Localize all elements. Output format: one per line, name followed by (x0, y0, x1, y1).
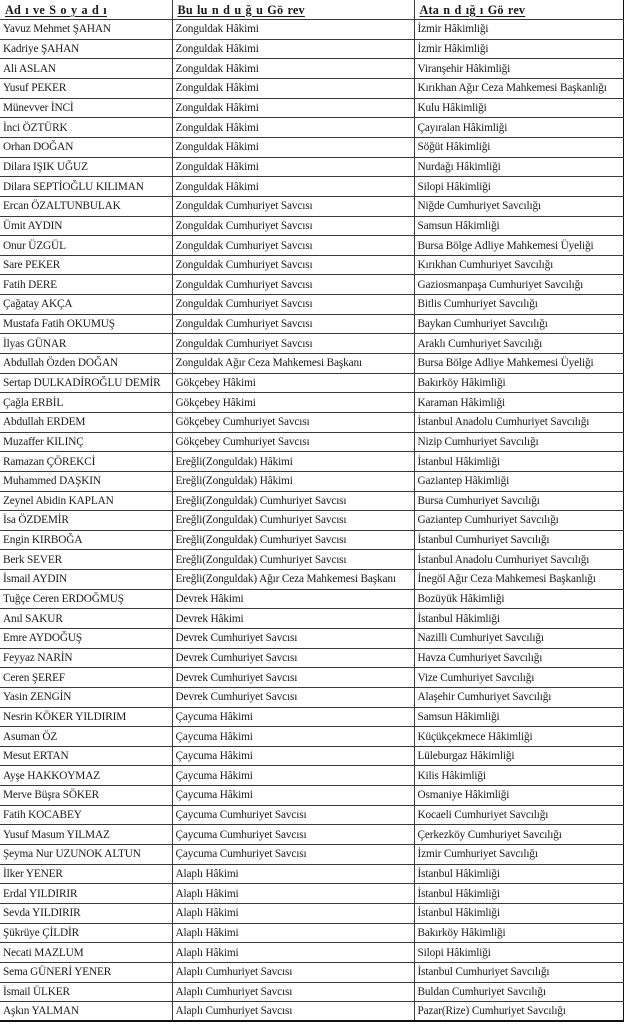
table-row (0, 236, 623, 256)
cell-name: Onur ÜZGÜL (0, 236, 172, 256)
cell-name: Berk SEVER (0, 550, 172, 570)
cell-assigned-position: Silopi Hâkimliği (414, 943, 623, 963)
cell-assigned-position: Havza Cumhuriyet Savcılığı (414, 648, 623, 668)
table-row (0, 412, 623, 432)
table-row (0, 668, 623, 688)
column-header-name: Ad ı ve S o y a d ı (0, 0, 172, 20)
cell-name: Zeynel Abidin KAPLAN (0, 491, 172, 511)
cell-name: Şeyma Nur UZUNOK ALTUN (0, 845, 172, 865)
cell-current-position: Çaycuma Cumhuriyet Savcısı (172, 845, 414, 865)
cell-name: Orhan DOĞAN (0, 137, 172, 157)
cell-current-position: Gökçebey Hâkimi (172, 373, 414, 393)
table-row (0, 98, 623, 118)
table-header-row (0, 0, 623, 20)
cell-assigned-position: İzmir Hâkimliği (414, 20, 623, 40)
table-row (0, 59, 623, 79)
table-row (0, 373, 623, 393)
cell-assigned-position: Gaziantep Hâkimliği (414, 471, 623, 491)
cell-assigned-position: Bakırköy Hâkimliği (414, 373, 623, 393)
cell-assigned-position: Samsun Hâkimliği (414, 216, 623, 236)
cell-assigned-position: İzmir Hâkimliği (414, 39, 623, 59)
cell-name: Ali ASLAN (0, 59, 172, 79)
cell-current-position: Zonguldak Cumhuriyet Savcısı (172, 255, 414, 275)
cell-current-position: Zonguldak Hâkimi (172, 177, 414, 197)
table-row (0, 432, 623, 452)
cell-name: Sevda YILDIRIR (0, 903, 172, 923)
cell-assigned-position: İstanbul Anadolu Cumhuriyet Savcılığı (414, 412, 623, 432)
cell-assigned-position: Bursa Cumhuriyet Savcılığı (414, 491, 623, 511)
table-row (0, 491, 623, 511)
cell-assigned-position: İstanbul Hâkimliği (414, 609, 623, 629)
cell-assigned-position: İstanbul Hâkimliği (414, 452, 623, 472)
cell-assigned-position: Bitlis Cumhuriyet Savcılığı (414, 295, 623, 315)
cell-assigned-position: Bakırköy Hâkimliği (414, 923, 623, 943)
cell-assigned-position: Kulu Hâkimliği (414, 98, 623, 118)
column-header-current-position: Bu lu n d u ğ u Gö rev (172, 0, 414, 20)
cell-name: Mustafa Fatih OKUMUŞ (0, 314, 172, 334)
cell-name: Mesut ERTAN (0, 746, 172, 766)
cell-current-position: Zonguldak Cumhuriyet Savcısı (172, 216, 414, 236)
cell-assigned-position: Çerkezköy Cumhuriyet Savcılığı (414, 825, 623, 845)
table-row (0, 196, 623, 216)
table-row (0, 570, 623, 590)
cell-assigned-position: Çayıralan Hâkimliği (414, 118, 623, 138)
table-row (0, 79, 623, 99)
cell-assigned-position: İstanbul Anadolu Cumhuriyet Savcılığı (414, 550, 623, 570)
table-row (0, 746, 623, 766)
cell-current-position: Zonguldak Cumhuriyet Savcısı (172, 295, 414, 315)
table-row (0, 982, 623, 1002)
table-row (0, 943, 623, 963)
cell-name: Nesrin KÖKER YILDIRIM (0, 707, 172, 727)
table-row (0, 118, 623, 138)
cell-name: Yavuz Mehmet ŞAHAN (0, 20, 172, 40)
cell-current-position: Zonguldak Hâkimi (172, 20, 414, 40)
cell-assigned-position: İstanbul Hâkimliği (414, 864, 623, 884)
cell-current-position: Ereğli(Zonguldak) Cumhuriyet Savcısı (172, 491, 414, 511)
cell-assigned-position: Bursa Bölge Adliye Mahkemesi Üyeliği (414, 236, 623, 256)
cell-assigned-position: Küçükçekmece Hâkimliği (414, 727, 623, 747)
cell-name: Fatih KOCABEY (0, 805, 172, 825)
cell-name: Çağatay AKÇA (0, 295, 172, 315)
table-row (0, 295, 623, 315)
cell-name: Muzaffer KILINÇ (0, 432, 172, 452)
table-body (0, 20, 623, 1022)
cell-current-position: Zonguldak Cumhuriyet Savcısı (172, 314, 414, 334)
cell-assigned-position: İnegöl Ağır Ceza Mahkemesi Başkanlığı (414, 570, 623, 590)
table-row (0, 157, 623, 177)
cell-name: Kadriye ŞAHAN (0, 39, 172, 59)
table-row (0, 530, 623, 550)
cell-name: Merve Büşra SÖKER (0, 786, 172, 806)
cell-current-position: Ereğli(Zonguldak) Cumhuriyet Savcısı (172, 530, 414, 550)
table-row (0, 314, 623, 334)
cell-name: Dilara SEPTİOĞLU KILIMAN (0, 177, 172, 197)
cell-assigned-position: Samsun Hâkimliği (414, 707, 623, 727)
cell-assigned-position: Bozüyük Hâkimliği (414, 589, 623, 609)
cell-current-position: Ereğli(Zonguldak) Cumhuriyet Savcısı (172, 550, 414, 570)
table-row (0, 648, 623, 668)
cell-current-position: Zonguldak Hâkimi (172, 157, 414, 177)
cell-name: Çağla ERBİL (0, 393, 172, 413)
table-row (0, 177, 623, 197)
cell-current-position: Çaycuma Hâkimi (172, 786, 414, 806)
cell-assigned-position: Silopi Hâkimliği (414, 177, 623, 197)
table-row (0, 255, 623, 275)
cell-name: Yusuf PEKER (0, 79, 172, 99)
cell-name: Emre AYDOĞUŞ (0, 629, 172, 649)
table-row (0, 923, 623, 943)
cell-current-position: Alaplı Hâkimi (172, 884, 414, 904)
cell-current-position: Alaplı Hâkimi (172, 903, 414, 923)
cell-name: İsmail ÜLKER (0, 982, 172, 1002)
cell-current-position: Zonguldak Hâkimi (172, 79, 414, 99)
cell-assigned-position: Baykan Cumhuriyet Savcılığı (414, 314, 623, 334)
cell-assigned-position: Nizip Cumhuriyet Savcılığı (414, 432, 623, 452)
cell-name: Tuğçe Ceren ERDOĞMUŞ (0, 589, 172, 609)
table-row (0, 727, 623, 747)
cell-current-position: Devrek Hâkimi (172, 609, 414, 629)
cell-current-position: Devrek Hâkimi (172, 589, 414, 609)
table-row (0, 707, 623, 727)
cell-current-position: Çaycuma Hâkimi (172, 707, 414, 727)
cell-current-position: Devrek Cumhuriyet Savcısı (172, 668, 414, 688)
cell-name: Sema GÜNERİ YENER (0, 962, 172, 982)
cell-name: İlker YENER (0, 864, 172, 884)
table-row (0, 845, 623, 865)
cell-name: Abdullah Özden DOĞAN (0, 354, 172, 374)
cell-assigned-position: Bursa Bölge Adliye Mahkemesi Üyeliği (414, 354, 623, 374)
cell-name: Dilara IŞIK UĞUZ (0, 157, 172, 177)
cell-current-position: Zonguldak Ağır Ceza Mahkemesi Başkanı (172, 354, 414, 374)
cell-current-position: Zonguldak Hâkimi (172, 98, 414, 118)
cell-current-position: Zonguldak Hâkimi (172, 39, 414, 59)
cell-name: Sertap DULKADİROĞLU DEMİR (0, 373, 172, 393)
cell-name: İsa ÖZDEMİR (0, 511, 172, 531)
cell-name: Asuman ÖZ (0, 727, 172, 747)
cell-assigned-position: Söğüt Hâkimliği (414, 137, 623, 157)
column-header-assigned-position: Ata n d ığ ı Gö rev (414, 0, 623, 20)
cell-current-position: Çaycuma Hâkimi (172, 746, 414, 766)
table-row (0, 609, 623, 629)
table-row (0, 393, 623, 413)
cell-current-position: Alaplı Cumhuriyet Savcısı (172, 1002, 414, 1022)
cell-current-position: Zonguldak Cumhuriyet Savcısı (172, 196, 414, 216)
cell-assigned-position: Osmaniye Hâkimliği (414, 786, 623, 806)
table-row (0, 864, 623, 884)
table-row (0, 20, 623, 40)
cell-current-position: Zonguldak Hâkimi (172, 118, 414, 138)
cell-assigned-position: Kilis Hâkimliği (414, 766, 623, 786)
table-row (0, 805, 623, 825)
cell-current-position: Devrek Cumhuriyet Savcısı (172, 648, 414, 668)
cell-current-position: Alaplı Cumhuriyet Savcısı (172, 982, 414, 1002)
table-row (0, 334, 623, 354)
cell-current-position: Çaycuma Cumhuriyet Savcısı (172, 825, 414, 845)
cell-name: Sare PEKER (0, 255, 172, 275)
cell-current-position: Ereğli(Zonguldak) Hâkimi (172, 452, 414, 472)
table-row (0, 589, 623, 609)
cell-current-position: Çaycuma Cumhuriyet Savcısı (172, 805, 414, 825)
cell-assigned-position: Nazilli Cumhuriyet Savcılığı (414, 629, 623, 649)
cell-name: İlyas GÜNAR (0, 334, 172, 354)
cell-assigned-position: İzmir Cumhuriyet Savcılığı (414, 845, 623, 865)
table-row (0, 884, 623, 904)
table-row (0, 903, 623, 923)
cell-current-position: Alaplı Cumhuriyet Savcısı (172, 962, 414, 982)
cell-current-position: Alaplı Hâkimi (172, 864, 414, 884)
table-row (0, 471, 623, 491)
cell-assigned-position: Vize Cumhuriyet Savcılığı (414, 668, 623, 688)
cell-name: Yusuf Masum YILMAZ (0, 825, 172, 845)
cell-current-position: Zonguldak Cumhuriyet Savcısı (172, 334, 414, 354)
cell-name: Fatih DERE (0, 275, 172, 295)
cell-current-position: Zonguldak Cumhuriyet Savcısı (172, 236, 414, 256)
table-row (0, 1002, 623, 1022)
cell-assigned-position: Buldan Cumhuriyet Savcılığı (414, 982, 623, 1002)
cell-current-position: Gökçebey Cumhuriyet Savcısı (172, 412, 414, 432)
cell-name: Yasin ZENGİN (0, 687, 172, 707)
table-row (0, 511, 623, 531)
cell-name: Muhammed DAŞKIN (0, 471, 172, 491)
table-row (0, 687, 623, 707)
cell-name: Feyyaz NARİN (0, 648, 172, 668)
cell-assigned-position: İstanbul Hâkimliği (414, 903, 623, 923)
table-row (0, 354, 623, 374)
cell-name: Ramazan ÇÖREKCİ (0, 452, 172, 472)
cell-current-position: Ereğli(Zonguldak) Hâkimi (172, 471, 414, 491)
cell-name: Ceren ŞEREF (0, 668, 172, 688)
cell-name: Ümit AYDIN (0, 216, 172, 236)
cell-assigned-position: İstanbul Hâkimliği (414, 884, 623, 904)
cell-current-position: Alaplı Hâkimi (172, 943, 414, 963)
cell-name: Ayşe HAKKOYMAZ (0, 766, 172, 786)
table-row (0, 275, 623, 295)
cell-name: İnci ÖZTÜRK (0, 118, 172, 138)
table-row (0, 39, 623, 59)
cell-assigned-position: İstanbul Cumhuriyet Savcılığı (414, 530, 623, 550)
cell-assigned-position: Kocaeli Cumhuriyet Savcılığı (414, 805, 623, 825)
table-row (0, 629, 623, 649)
cell-current-position: Zonguldak Cumhuriyet Savcısı (172, 275, 414, 295)
table-row (0, 825, 623, 845)
cell-name: Engin KIRBOĞA (0, 530, 172, 550)
cell-name: İsmail AYDIN (0, 570, 172, 590)
cell-assigned-position: Kırıkhan Cumhuriyet Savcılığı (414, 255, 623, 275)
cell-current-position: Çaycuma Hâkimi (172, 727, 414, 747)
cell-current-position: Alaplı Hâkimi (172, 923, 414, 943)
cell-assigned-position: Lüleburgaz Hâkimliği (414, 746, 623, 766)
cell-name: Abdullah ERDEM (0, 412, 172, 432)
table-row (0, 137, 623, 157)
cell-name: Münevver İNCİ (0, 98, 172, 118)
cell-current-position: Ereğli(Zonguldak) Ağır Ceza Mahkemesi Başkanı (172, 570, 414, 590)
table-row (0, 786, 623, 806)
cell-assigned-position: Nurdağı Hâkimliği (414, 157, 623, 177)
cell-assigned-position: Niğde Cumhuriyet Savcılığı (414, 196, 623, 216)
cell-name: Ercan ÖZALTUNBULAK (0, 196, 172, 216)
cell-name: Necati MAZLUM (0, 943, 172, 963)
cell-name: Erdal YILDIRIR (0, 884, 172, 904)
cell-assigned-position: Pazar(Rize) Cumhuriyet Savcılığı (414, 1002, 623, 1022)
table-row (0, 962, 623, 982)
cell-assigned-position: Karaman Hâkimliği (414, 393, 623, 413)
cell-assigned-position: Alaşehir Cumhuriyet Savcılığı (414, 687, 623, 707)
cell-current-position: Devrek Cumhuriyet Savcısı (172, 687, 414, 707)
cell-current-position: Zonguldak Hâkimi (172, 59, 414, 79)
table-row (0, 550, 623, 570)
cell-assigned-position: Kırıkhan Ağır Ceza Mahkemesi Başkanlığı (414, 79, 623, 99)
table-row (0, 452, 623, 472)
cell-assigned-position: Gaziosmanpaşa Cumhuriyet Savcılığı (414, 275, 623, 295)
cell-current-position: Gökçebey Cumhuriyet Savcısı (172, 432, 414, 452)
cell-assigned-position: Gaziantep Cumhuriyet Savcılığı (414, 511, 623, 531)
cell-assigned-position: İstanbul Cumhuriyet Savcılığı (414, 962, 623, 982)
cell-name: Aşkın YALMAN (0, 1002, 172, 1022)
cell-current-position: Devrek Cumhuriyet Savcısı (172, 629, 414, 649)
table-row (0, 216, 623, 236)
cell-current-position: Zonguldak Hâkimi (172, 137, 414, 157)
cell-current-position: Ereğli(Zonguldak) Cumhuriyet Savcısı (172, 511, 414, 531)
cell-name: Şükrüye ÇİLDİR (0, 923, 172, 943)
table-row (0, 766, 623, 786)
cell-assigned-position: Araklı Cumhuriyet Savcılığı (414, 334, 623, 354)
cell-current-position: Çaycuma Hâkimi (172, 766, 414, 786)
cell-name: Anıl SAKUR (0, 609, 172, 629)
cell-assigned-position: Viranşehir Hâkimliği (414, 59, 623, 79)
cell-current-position: Gökçebey Hâkimi (172, 393, 414, 413)
